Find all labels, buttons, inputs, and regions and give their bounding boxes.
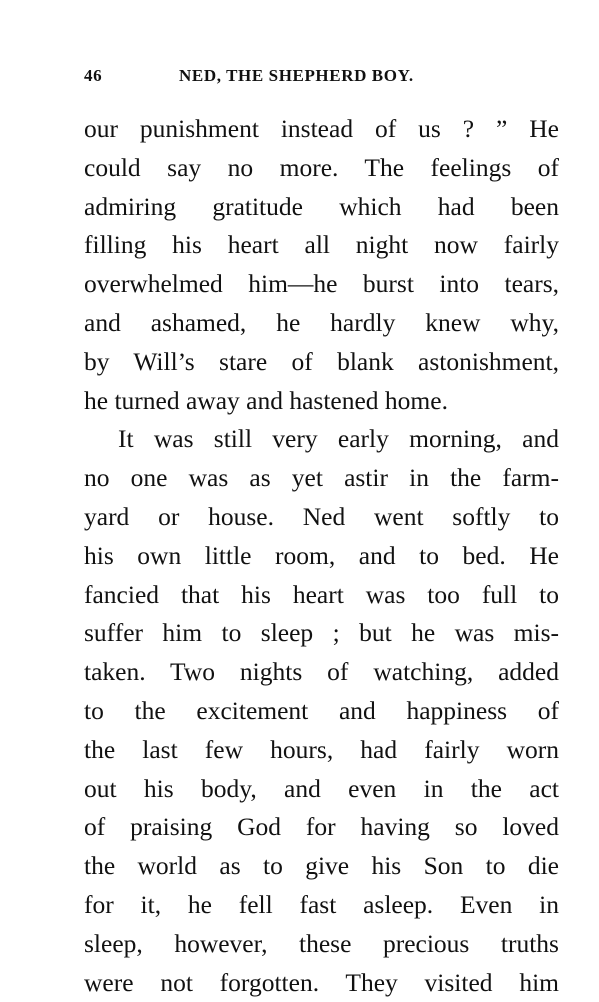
text-line: the last few hours, had fairly worn (84, 734, 559, 764)
text-line: filling his heart all night now fairly (84, 230, 559, 260)
text-line: taken. Two nights of watching, added (84, 657, 559, 687)
page-number: 46 (84, 66, 103, 85)
text-line: and ashamed, he hardly knew why, (84, 307, 559, 337)
body-text (84, 110, 559, 1002)
text-line: his own little room, and to bed. He (84, 540, 559, 570)
text-line: It was still very early morning, and (118, 424, 559, 454)
text-line: by Will’s stare of blank astonishment, (84, 346, 559, 376)
text-line: our punishment instead of us ? ” He (84, 114, 559, 143)
text-line: were not forgotten. They visited him (84, 967, 559, 997)
text-line: no one was as yet astir in the farm- (84, 463, 559, 493)
text-line: he turned away and hastened home. (84, 385, 448, 415)
text-line: could say no more. The feelings of (84, 152, 559, 182)
text-line: for it, he fell fast asleep. Even in (84, 889, 559, 919)
text-line: sleep, however, these precious truths (84, 928, 559, 958)
text-line: overwhelmed him—he burst into tears, (84, 269, 559, 299)
page-header (84, 66, 559, 90)
running-title: NED, THE SHEPHERD BOY. (179, 66, 414, 85)
text-line: admiring gratitude which had been (84, 191, 559, 221)
text-line: fancied that his heart was too full to (84, 579, 559, 609)
text-line: out his body, and even in the act (84, 773, 559, 803)
text-line: yard or house. Ned went softly to (84, 501, 559, 531)
text-line: suffer him to sleep ; but he was mis- (84, 618, 559, 648)
text-line: to the excitement and happiness of (84, 695, 559, 725)
text-line: the world as to give his Son to die (84, 851, 559, 881)
text-line: of praising God for having so loved (84, 812, 559, 842)
